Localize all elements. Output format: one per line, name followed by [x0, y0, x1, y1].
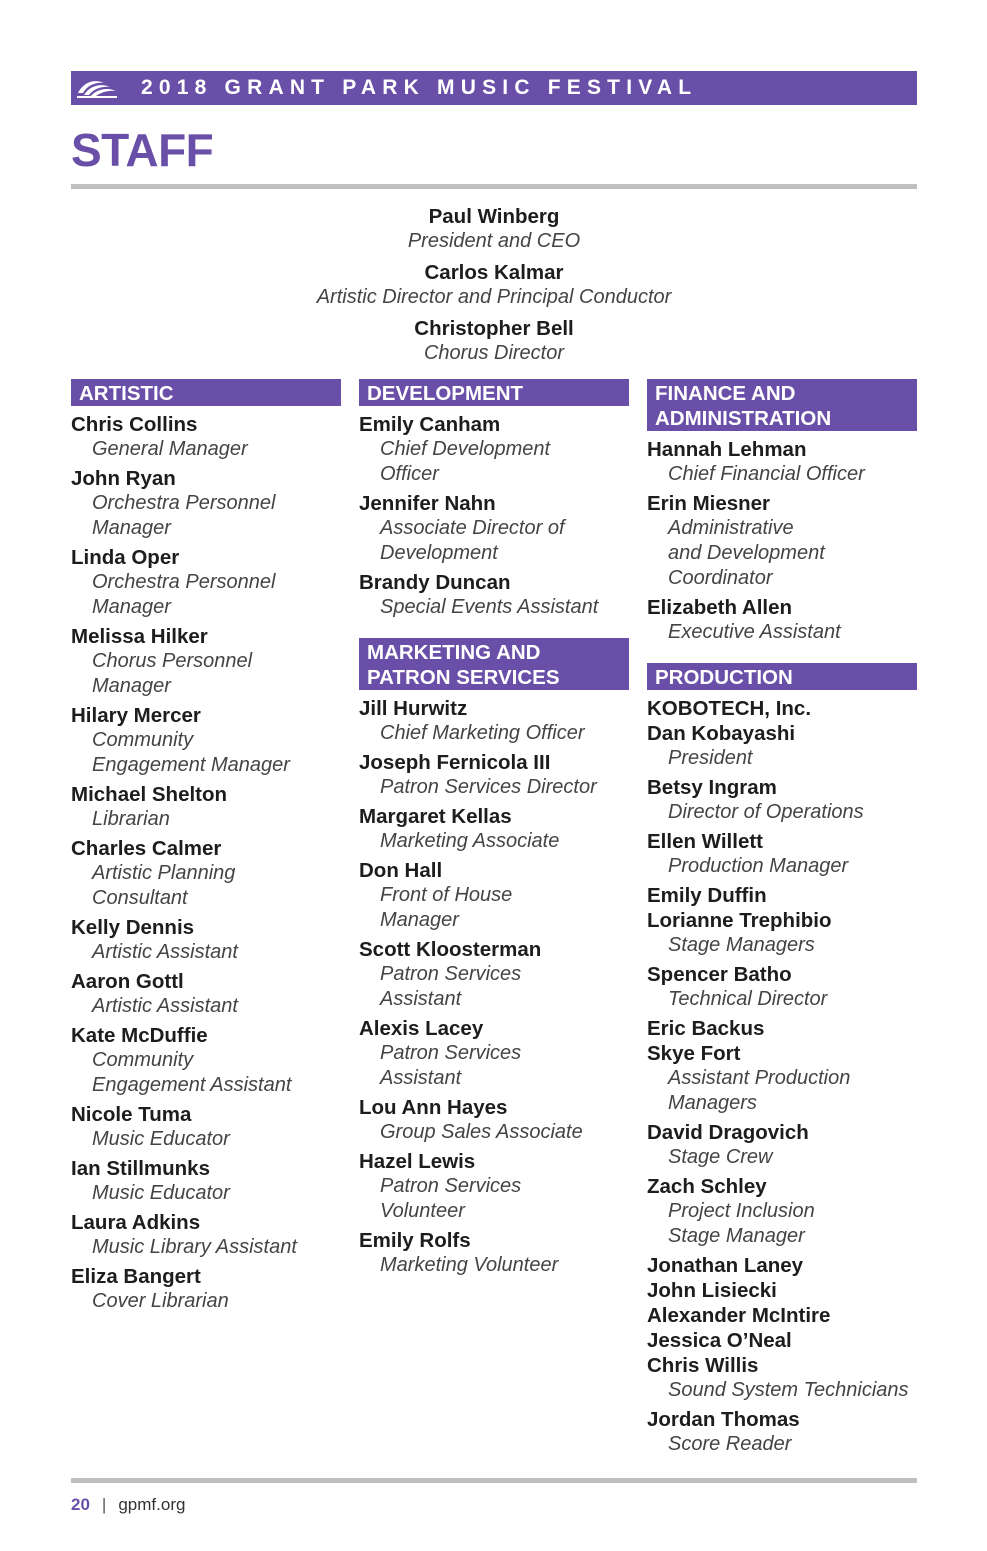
- staff-role: Orchestra Personnel: [92, 571, 276, 593]
- section-heading-development: DEVELOPMENT: [359, 379, 629, 406]
- staff-role: Stage Manager: [668, 1225, 805, 1247]
- staff-entry: [71, 782, 341, 832]
- finance-column: [647, 379, 917, 1461]
- staff-role: Administrative: [668, 517, 794, 539]
- staff-role: Project Inclusion: [668, 1200, 815, 1222]
- staff-name: Dan Kobayashi: [647, 722, 796, 745]
- staff-entry: [647, 1174, 917, 1249]
- staff-role: Librarian: [92, 808, 170, 830]
- production-staff-list: [647, 696, 917, 1457]
- section-heading-production: PRODUCTION: [647, 663, 917, 690]
- header-banner: [71, 71, 917, 105]
- staff-entry: [359, 1228, 629, 1278]
- staff-name: Jill Hurwitz: [359, 697, 468, 720]
- staff-entry: [359, 1016, 629, 1091]
- staff-role: Managers: [668, 1092, 757, 1114]
- staff-name: John Ryan: [71, 467, 176, 490]
- staff-name: Alexis Lacey: [359, 1017, 484, 1040]
- banner-title: 2018 GRANT PARK MUSIC FESTIVAL: [141, 76, 698, 99]
- staff-role: Stage Crew: [668, 1146, 773, 1168]
- staff-name: Spencer Batho: [647, 963, 792, 986]
- staff-name: Chris Collins: [71, 413, 198, 436]
- staff-entry: [647, 883, 917, 958]
- staff-name: Chris Willis: [647, 1354, 759, 1377]
- staff-name: Hilary Mercer: [71, 704, 201, 727]
- heading-line: FINANCE AND: [655, 382, 796, 405]
- staff-entry: [647, 1120, 917, 1170]
- executive-entry: [71, 204, 917, 254]
- staff-entry: [71, 703, 341, 778]
- staff-role: Coordinator: [668, 567, 773, 589]
- staff-entry: [71, 1156, 341, 1206]
- staff-entry: [359, 412, 629, 487]
- staff-role: Special Events Assistant: [380, 596, 599, 618]
- staff-role: General Manager: [92, 438, 248, 460]
- staff-role: Assistant Production: [668, 1067, 851, 1089]
- section-heading-finance: [647, 379, 917, 431]
- section-heading-artistic: ARTISTIC: [71, 379, 341, 406]
- staff-name: Charles Calmer: [71, 837, 222, 860]
- staff-entry: [647, 829, 917, 879]
- staff-role: Assistant: [380, 1067, 462, 1089]
- footer-separator: |: [101, 1495, 107, 1514]
- executive-list: [71, 204, 917, 372]
- executive-role: Chorus Director: [423, 342, 565, 364]
- heading-line: MARKETING AND: [367, 641, 541, 664]
- staff-name: Eliza Bangert: [71, 1265, 201, 1288]
- staff-role: Artistic Assistant: [92, 941, 238, 963]
- staff-role: Score Reader: [668, 1433, 792, 1455]
- staff-name: Erin Miesner: [647, 492, 771, 515]
- staff-role: Officer: [380, 463, 439, 485]
- staff-name: Jordan Thomas: [647, 1408, 800, 1431]
- staff-name: Ian Stillmunks: [71, 1157, 210, 1180]
- staff-role: Music Educator: [92, 1182, 230, 1204]
- staff-role: Patron Services Director: [380, 776, 597, 798]
- staff-role: Marketing Associate: [380, 830, 560, 852]
- staff-entry: [359, 1149, 629, 1224]
- staff-entry: [647, 1407, 917, 1457]
- staff-role: Artistic Assistant: [92, 995, 238, 1017]
- staff-entry: [359, 750, 629, 800]
- staff-entry: [647, 696, 917, 721]
- staff-role: Music Library Assistant: [92, 1236, 297, 1258]
- staff-entry: [647, 491, 917, 591]
- marketing-staff-list: [359, 696, 629, 1278]
- staff-entry: [647, 775, 917, 825]
- staff-name: Michael Shelton: [71, 783, 228, 806]
- executive-entry: [71, 260, 917, 310]
- staff-role: Manager: [92, 517, 171, 539]
- staff-role: Chief Marketing Officer: [380, 722, 585, 744]
- staff-entry: [359, 858, 629, 933]
- staff-entry: [71, 1210, 341, 1260]
- staff-name: Kate McDuffie: [71, 1024, 208, 1047]
- staff-entry: [647, 721, 917, 771]
- staff-entry: [71, 466, 341, 541]
- staff-name: Emily Duffin: [647, 884, 767, 907]
- staff-name: Lorianne Trephibio: [647, 909, 832, 932]
- staff-name: Lou Ann Hayes: [359, 1096, 508, 1119]
- development-staff-list: [359, 412, 629, 620]
- staff-role: Manager: [92, 675, 171, 697]
- executive-entry: [71, 316, 917, 366]
- staff-role: Production Manager: [668, 855, 849, 877]
- staff-name: Linda Oper: [71, 546, 180, 569]
- staff-entry: [71, 545, 341, 620]
- staff-entry: [647, 1253, 917, 1403]
- staff-role: Chief Development: [380, 438, 551, 460]
- executive-role: President and CEO: [407, 230, 581, 252]
- staff-name: Ellen Willett: [647, 830, 763, 853]
- staff-role: Manager: [92, 596, 171, 618]
- development-column: [359, 379, 629, 1282]
- staff-role: Community: [92, 1049, 194, 1071]
- staff-role: Volunteer: [380, 1200, 465, 1222]
- staff-role: Manager: [380, 909, 459, 931]
- staff-role: Assistant: [380, 988, 462, 1010]
- staff-role: Front of House: [380, 884, 513, 906]
- staff-entry: [71, 1264, 341, 1314]
- staff-name: John Lisiecki: [647, 1279, 777, 1302]
- staff-role: Cover Librarian: [92, 1290, 229, 1312]
- staff-role: Engagement Assistant: [92, 1074, 292, 1096]
- staff-role: Technical Director: [668, 988, 828, 1010]
- staff-entry: [71, 1023, 341, 1098]
- staff-entry: [359, 804, 629, 854]
- staff-name: Laura Adkins: [71, 1211, 201, 1234]
- staff-entry: [71, 1102, 341, 1152]
- executive-role: Artistic Director and Principal Conductor: [316, 286, 672, 308]
- staff-role: and Development: [668, 542, 825, 564]
- staff-role: Director of Operations: [668, 801, 864, 823]
- bottom-divider: [71, 1478, 917, 1483]
- staff-name: Jessica O’Neal: [647, 1329, 792, 1352]
- staff-name: Scott Kloosterman: [359, 938, 542, 961]
- executive-name: Carlos Kalmar: [424, 261, 564, 284]
- staff-role: Marketing Volunteer: [380, 1254, 559, 1276]
- staff-role: Associate Director of: [380, 517, 565, 539]
- staff-name: Eric Backus: [647, 1017, 765, 1040]
- staff-name: KOBOTECH, Inc.: [647, 697, 812, 720]
- staff-entry: [359, 937, 629, 1012]
- staff-role: Stage Managers: [668, 934, 815, 956]
- artistic-staff-list: [71, 412, 341, 1314]
- staff-role: Consultant: [92, 887, 188, 909]
- staff-name: Zach Schley: [647, 1175, 767, 1198]
- section-heading-marketing: [359, 638, 629, 690]
- gpmf-logo-icon: [71, 71, 123, 105]
- staff-role: Music Educator: [92, 1128, 230, 1150]
- staff-entry: [71, 836, 341, 911]
- heading-line: ADMINISTRATION: [655, 407, 832, 430]
- staff-role: President: [668, 747, 753, 769]
- staff-name: Jonathan Laney: [647, 1254, 804, 1277]
- staff-entry: [359, 570, 629, 620]
- finance-staff-list: [647, 437, 917, 645]
- staff-entry: [647, 437, 917, 487]
- staff-name: Hazel Lewis: [359, 1150, 476, 1173]
- staff-name: Alexander McIntire: [647, 1304, 831, 1327]
- staff-entry: [359, 1095, 629, 1145]
- page-number: 20: [71, 1495, 90, 1514]
- staff-role: Patron Services: [380, 963, 522, 985]
- staff-role: Orchestra Personnel: [92, 492, 276, 514]
- staff-name: Margaret Kellas: [359, 805, 512, 828]
- executive-name: Christopher Bell: [414, 317, 574, 340]
- staff-name: Kelly Dennis: [71, 916, 195, 939]
- staff-name: Betsy Ingram: [647, 776, 777, 799]
- staff-name: Don Hall: [359, 859, 443, 882]
- executive-name: Paul Winberg: [428, 205, 560, 228]
- staff-name: Brandy Duncan: [359, 571, 511, 594]
- staff-role: Group Sales Associate: [380, 1121, 583, 1143]
- staff-name: Aaron Gottl: [71, 970, 184, 993]
- footer-site-link[interactable]: gpmf.org: [118, 1495, 186, 1514]
- staff-entry: [71, 969, 341, 1019]
- staff-role: Sound System Technicians: [668, 1379, 909, 1401]
- staff-role: Engagement Manager: [92, 754, 290, 776]
- staff-name: Hannah Lehman: [647, 438, 807, 461]
- staff-entry: [71, 624, 341, 699]
- staff-entry: [647, 1016, 917, 1116]
- staff-name: Melissa Hilker: [71, 625, 208, 648]
- staff-role: Executive Assistant: [668, 621, 841, 643]
- staff-name: Skye Fort: [647, 1042, 741, 1065]
- staff-name: Emily Rolfs: [359, 1229, 471, 1252]
- staff-entry: [71, 412, 341, 462]
- staff-name: Joseph Fernicola III: [359, 751, 551, 774]
- page-footer: [71, 1493, 185, 1517]
- staff-entry: [647, 595, 917, 645]
- staff-name: Elizabeth Allen: [647, 596, 793, 619]
- artistic-column: [71, 379, 341, 1318]
- page-title: STAFF: [71, 124, 214, 176]
- staff-entry: [359, 696, 629, 746]
- staff-role: Patron Services: [380, 1175, 522, 1197]
- heading-line: PATRON SERVICES: [367, 666, 560, 689]
- staff-name: Emily Canham: [359, 413, 501, 436]
- staff-role: Chorus Personnel: [92, 650, 253, 672]
- staff-name: David Dragovich: [647, 1121, 809, 1144]
- staff-role: Patron Services: [380, 1042, 522, 1064]
- staff-name: Nicole Tuma: [71, 1103, 192, 1126]
- staff-role: Community: [92, 729, 194, 751]
- staff-role: Chief Financial Officer: [668, 463, 865, 485]
- top-divider: [71, 184, 917, 189]
- staff-role: Artistic Planning: [92, 862, 236, 884]
- staff-role: Development: [380, 542, 498, 564]
- staff-entry: [359, 491, 629, 566]
- staff-entry: [647, 962, 917, 1012]
- staff-entry: [71, 915, 341, 965]
- staff-name: Jennifer Nahn: [359, 492, 496, 515]
